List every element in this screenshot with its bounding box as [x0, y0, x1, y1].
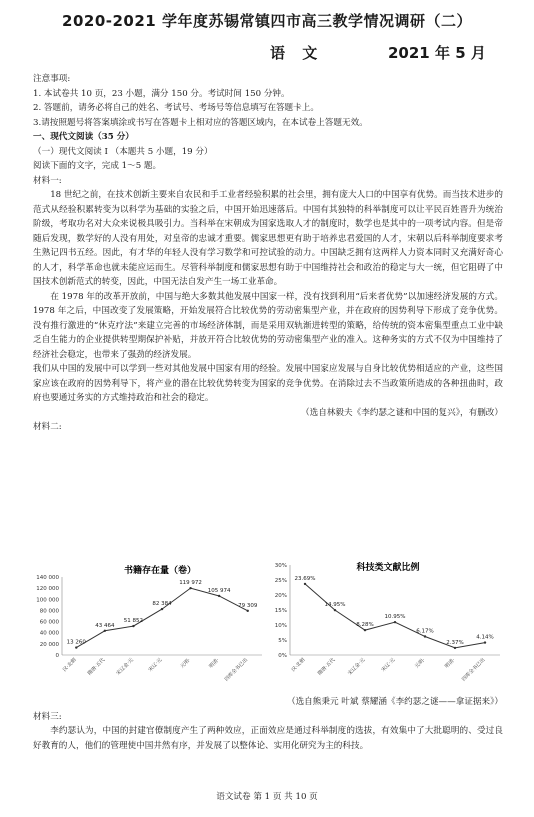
- data-label: 51 852: [123, 618, 144, 625]
- data-point: [161, 608, 163, 610]
- section-heading: 一、现代文阅读（35 分）: [33, 132, 134, 142]
- y-tick-label: 0: [55, 653, 59, 659]
- material2-source: （选自熊秉元 叶斌 蔡耀涵《李约瑟之谜——拿证据来》）: [286, 697, 503, 707]
- material1-label: 材料一:: [33, 175, 62, 186]
- notice-item: 1. 本试卷共 10 页，23 小题，满分 150 分。考试时间 150 分钟。: [33, 88, 290, 99]
- y-tick-label: 80 000: [39, 608, 59, 615]
- data-point: [189, 587, 191, 589]
- x-tick-label: 四库全书已出: [460, 657, 487, 683]
- chart-books-volume: [30, 555, 270, 685]
- data-label: 13 260: [66, 639, 86, 646]
- data-point: [75, 646, 77, 648]
- y-tick-label: 140 000: [36, 575, 59, 581]
- x-tick-label: 汉·北朝: [290, 657, 307, 674]
- material3-block: [33, 695, 503, 753]
- series-polyline: [76, 588, 247, 647]
- x-tick-label: 宋辽金·元: [346, 657, 367, 677]
- y-tick-label: 60 000: [39, 619, 59, 626]
- y-tick-label: 0%: [278, 653, 287, 659]
- y-tick-label: 30%: [274, 563, 287, 569]
- data-label: 2.37%: [446, 639, 464, 646]
- notice-item: 3.请按照题号将答案填涂或书写在答题卡上相对应的答题区域内，在本试卷上答题无效。: [33, 117, 368, 128]
- data-point: [132, 625, 134, 627]
- y-tick-label: 20%: [274, 593, 287, 599]
- material1-paragraph: 在 1978 年的改革开放前，中国与绝大多数其他发展中国家一样，没有找到利用“后来者优势”以加速经济发展的方式。1978 年之后，中国改变了发展策略，开始发展符合比较优势的劳动密集型产业，并在政府的因势利导下形成了竞争优势。没有推行激进的“休克疗法”来建立完善的市场经济体制，而是采用双轨渐进转型的策略，给传统的资本密集型重点工业中缺乏自生能力的企业提供转型期保护补贴，并放开符合比较优势的劳动密集型产业的准入。这种务实的方式不仅为中国维持了经济社会稳定，也带来了强劲的经济发展。: [33, 291, 503, 360]
- material2-label: 材料二:: [33, 422, 62, 432]
- notice-heading: 注意事项:: [33, 74, 71, 84]
- data-label: 105 974: [207, 587, 231, 594]
- x-tick-label: 宋辽金·元: [115, 657, 135, 677]
- y-tick-label: 40 000: [39, 630, 59, 637]
- y-tick-label: 100 000: [36, 597, 59, 604]
- data-label: 10.95%: [384, 614, 406, 621]
- x-tick-label: 隋唐·五代: [316, 657, 337, 677]
- instruction-text: 阅读下面的文字，完成 1～5 题。: [33, 161, 162, 171]
- y-tick-label: 25%: [274, 578, 287, 584]
- x-tick-label: 宋辽·元: [147, 657, 164, 674]
- chart-title: 科技类文献比例: [356, 563, 420, 573]
- x-axis: [290, 656, 487, 682]
- data-label: 4.14%: [476, 634, 494, 641]
- data-point: [218, 595, 220, 597]
- data-label: 119 972: [179, 580, 202, 587]
- x-tick-label: 隋唐·五代: [86, 657, 107, 677]
- data-point: [334, 609, 336, 611]
- y-tick-label: 10%: [274, 623, 287, 629]
- x-tick-label: 明清·: [443, 657, 457, 670]
- data-label: 43 464: [95, 622, 115, 629]
- notice-item: 2. 答题前，请务必将自己的姓名、考试号、考场号等信息填写在答题卡上。: [33, 103, 319, 113]
- data-label: 14.95%: [324, 602, 346, 609]
- data-point: [104, 630, 106, 632]
- x-axis: [61, 656, 249, 682]
- material1-source: （选自林毅夫《李约瑟之谜和中国的复兴》，有删改）: [301, 407, 503, 418]
- material1-paragraph: 18 世纪之前，在技术创新主要来自农民和手工业者经验积累的社会里，拥有庞大人口的中国享有优势。而当技术进步的范式从经验积累转变为以科学为基础的实验之后，中国开始迅速落后。中国有其独特的科举制度可以让平民百姓晋升为统治阶级，考取功名对大众来说极具吸引力。当科举在宋朝成为国家选取人才的制度时，数学也是其中的一项考试内容。但是帝随后发现，数学好的人没有用处，对皇帝的忠诚才重要。儒家思想更有助于培养忠君爱国的人才，宋朝以后科举制度要求考生熟记四书五经。因此，有才华的年轻人没有学习数学和可控试验的动力。中国缺乏拥有这两样人力资本同时又充满好奇心的人才，科学革命也就未能应运而生。尽管科举制度和儒家思想有助于中国维持社会和政治的稳定与大一统，但它阻碍了中国技术创新范式的转变，因此，中国无法自发产生一场工业革命。: [33, 190, 503, 287]
- y-tick-label: 15%: [274, 608, 287, 614]
- series-line: [67, 580, 258, 649]
- chart-tech-ratio: [268, 555, 508, 685]
- page-footer: 语文试卷 第 1 页 共 10 页: [216, 792, 318, 802]
- material3-label: 材料三:: [33, 711, 62, 722]
- y-tick-label: 20 000: [39, 641, 59, 648]
- series-line: [295, 576, 494, 649]
- data-point: [364, 629, 366, 631]
- notice-block: [33, 72, 503, 435]
- x-tick-label: 汉·北朝: [61, 657, 78, 674]
- data-point: [454, 647, 456, 649]
- y-tick-label: 5%: [278, 638, 287, 644]
- data-label: 82 384: [152, 601, 172, 608]
- exam-subject: 语 文: [270, 44, 324, 62]
- exam-title: 2020-2021 学年度苏锡常镇四市高三教学情况调研（二）: [62, 12, 472, 30]
- material3-paragraph: 李约瑟认为，中国的封建官僚制度产生了两种效应，正面效应是通过科举制度的选拔，有效集中了大批聪明的、受过良好教育的人，他们的管理使中国井然有序，并发展了以整体论、实用化研究为主的科技。: [33, 726, 503, 751]
- data-label: 23.69%: [294, 575, 316, 582]
- data-point: [424, 635, 426, 637]
- material1-paragraph: 我们从中国的发展中可以学到一些对其他发展中国家有用的经验。发展中国家应发展与自身比较优势相适应的产业，这些国家应该在政府的因势利导下，将产业的潜在比较优势转变为国家的竞争优势。在消除过去不当政策所造成的各种扭曲时，政府也要通过务实的方式维持政治和社会的稳定。: [33, 364, 503, 403]
- data-label: 79 309: [238, 602, 258, 609]
- x-tick-label: 四库全书已出: [223, 657, 250, 683]
- data-point: [394, 621, 396, 623]
- x-tick-label: 宋辽·元: [380, 657, 397, 674]
- y-tick-label: 120 000: [36, 586, 59, 593]
- exam-date: 2021 年 5 月: [388, 44, 486, 62]
- data-point: [484, 641, 486, 643]
- data-label: 6.17%: [416, 628, 434, 635]
- data-label: 8.28%: [356, 622, 374, 629]
- x-tick-label: 元明·: [413, 657, 427, 670]
- x-tick-label: 元明·: [179, 657, 192, 670]
- x-tick-label: 明清·: [208, 657, 221, 670]
- data-point: [304, 583, 306, 585]
- subsection-heading: （一）现代文阅读 I （本题共 5 小题，19 分）: [33, 146, 213, 157]
- data-point: [247, 610, 249, 612]
- chart-title: 书籍存在量（卷）: [123, 566, 197, 576]
